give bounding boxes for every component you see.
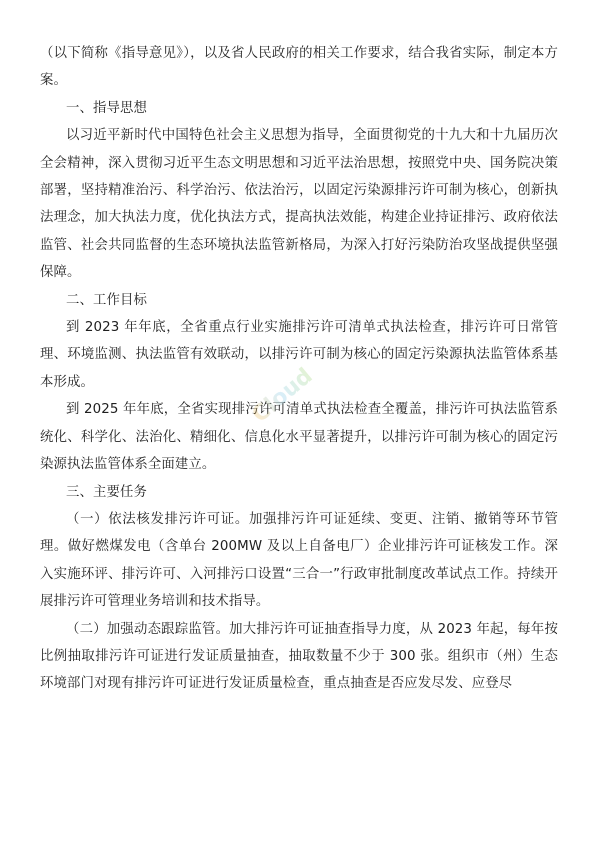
paragraph-task-2: （二）加强动态跟踪监管。加大排污许可证抽查指导力度，从 2023 年起，每年按比例抽取排污许可证进行发证质量抽查，抽取数量不少于 300 张。组织市（州）生态环境部门对现有排污许可证进行发证质量检查，重点抽查是否应发尽发、应登尽 xyxy=(40,621,558,692)
paragraph-guiding-ideology: 以习近平新时代中国特色社会主义思想为指导，全面贯彻党的十九大和十九届历次全会精神，深入贯彻习近平生态文明思想和习近平法治思想，按照党中央、国务院决策部署，坚持精准治污、科学治污、依法治污，以固定污染源排污许可制为核心，创新执法理念，加大执法力度，优化执法方式，提高执法效能，构建企业持证排污、政府依法监管、社会共同监督的生态环境执法监管新格局，为深入打好污染防治攻坚战提供坚强保障。 xyxy=(40,128,558,281)
document-body xyxy=(40,40,558,698)
heading-guiding-ideology: 一、指导思想 xyxy=(66,100,147,116)
paragraph-goal-2025: 到 2025 年年底，全省实现排污许可清单式执法检查全覆盖，排污许可执法监管系统化、科学化、法治化、精细化、信息化水平显著提升，以排污许可制为核心的固定污染源执法监管体系全面建立。 xyxy=(40,402,558,473)
paragraph-goal-2023: 到 2023 年年底，全省重点行业实施排污许可清单式执法检查，排污许可日常管理、环境监测、执法监管有效联动，以排污许可制为核心的固定污染源执法监管体系基本形成。 xyxy=(40,320,558,390)
heading-work-goals: 二、工作目标 xyxy=(66,292,147,308)
heading-main-tasks: 三、主要任务 xyxy=(66,484,147,500)
paragraph-task-1: （一）依法核发排污许可证。加强排污许可证延续、变更、注销、撤销等环节管理。做好燃煤发电（含单台 200MW 及以上自备电厂）企业排污许可证核发工作。深入实施环评、排污许可、入河排污口设置“三合一”行政审批制度改革试点工作。持续开展排污许可管理业务培训和技术指导。 xyxy=(40,511,558,610)
watermark-text: Cloud xyxy=(247,363,318,428)
paragraph-intro: （以下简称《指导意见》），以及省人民政府的相关工作要求，结合我省实际，制定本方案。 xyxy=(40,46,558,89)
